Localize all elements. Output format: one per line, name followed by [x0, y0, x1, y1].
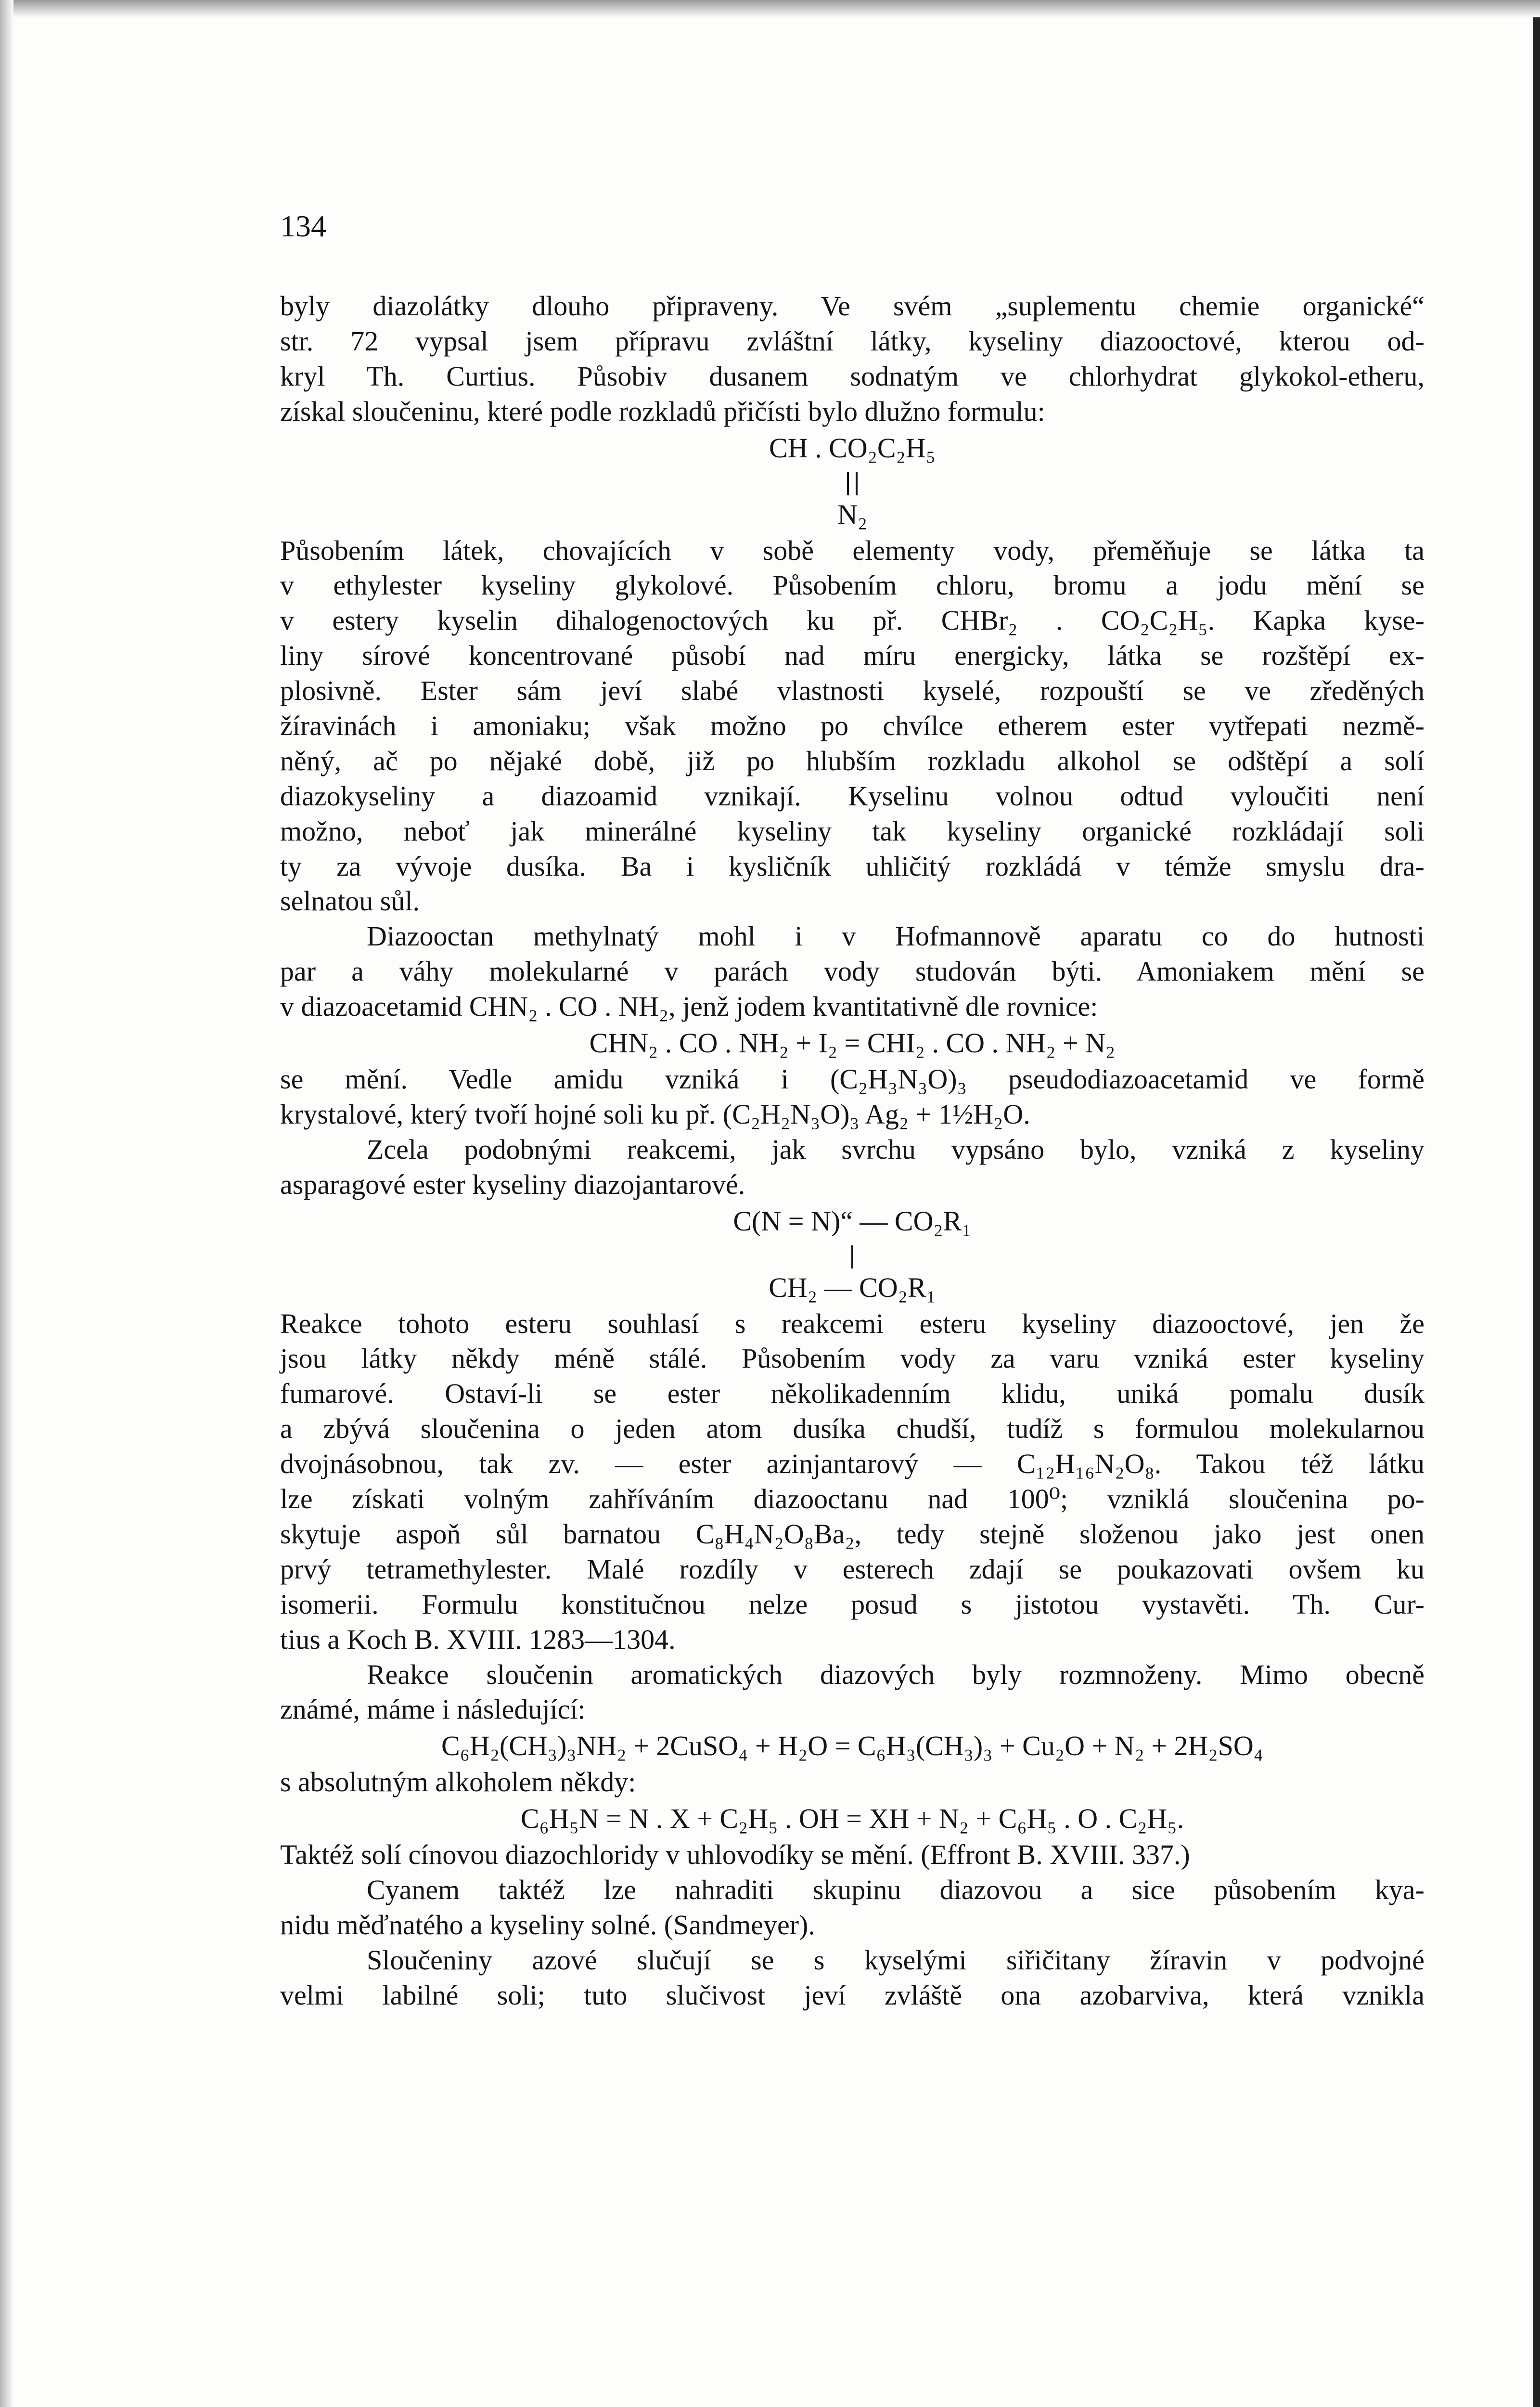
text-line: Působením látek, chovajících v sobě elementy vody, přeměňuje se látka ta [280, 534, 1424, 566]
text-line: prvý tetramethylester. Malé rozdíly v esterech zdají se poukazovati ovšem ku [280, 1553, 1424, 1585]
single-bond-icon [851, 1245, 853, 1268]
text-line: něný, ač po nějaké době, již po hlubším rozkladu alkohol se odštěpí a solí [280, 745, 1424, 776]
text-line: byly diazolátky dlouho připraveny. Ve svém „suplementu chemie organické“ [280, 290, 1424, 322]
text-line: par a váhy molekularné v parách vody studován býti. Amoniakem mění se [280, 956, 1424, 987]
equation-line: C₆H₂(CH₃)₃NH₂ + 2CuSO₄ + H₂O = C₆H₃(CH₃)₃ + Cu₂O + N₂ + 2H₂SO₄ [441, 1730, 1263, 1762]
text-line: nidu měďnatého a kyseliny solné. (Sandmeyer). [280, 1909, 815, 1941]
text-line: v diazoacetamid CHN₂ . CO . NH₂, jenž jodem kvantitativně dle rovnice: [280, 991, 1098, 1022]
text-line: ty za vývoje dusíka. Ba i kysličník uhličitý rozkládá v témže smyslu dra- [280, 850, 1424, 882]
text-line: skytuje aspoň sůl barnatou C₈H₄N₂O₈Ba₂, tedy stejně složenou jako jest onen [280, 1518, 1424, 1550]
text-line: asparagové ester kyseliny diazojantarové. [280, 1168, 745, 1200]
structural-formula-line: CH . CO₂C₂H₅ [769, 432, 936, 464]
text-line: selnatou sůl. [280, 885, 420, 917]
equation-line: C₆H₅N = N . X + C₂H₅ . OH = XH + N₂ + C₆H₅ . O . C₂H₅. [520, 1803, 1184, 1835]
double-bond-icon [847, 472, 858, 495]
text-line: str. 72 vypsal jsem přípravu zvláštní látky, kyseliny diazooctové, kterou od- [280, 325, 1424, 357]
text-line: velmi labilné soli; tuto slučivost jeví zvláště ona azobarviva, která vznikla [280, 1979, 1424, 2011]
text-line: Reakce sloučenin aromatických diazových byly rozmnoženy. Mimo obecně [367, 1658, 1424, 1690]
text-line: liny sírové koncentrované působí nad míru energicky, látka se rozštěpí ex- [280, 640, 1424, 672]
text-line: známé, máme i následující: [280, 1694, 586, 1725]
text-line: Cyanem taktéž lze nahraditi skupinu diazovou a sice působením kya- [367, 1874, 1424, 1906]
text-line: v estery kyselin dihalogenoctových ku př. CHBr₂ . CO₂C₂H₅. Kapka kyse- [280, 605, 1424, 636]
text-line: tius a Koch B. XVIII. 1283—1304. [280, 1623, 676, 1655]
text-line: dvojnásobnou, tak zv. — ester azinjantarový — C₁₂H₁₆N₂O₈. Takou též látku [280, 1448, 1424, 1480]
text-line: Zcela podobnými reakcemi, jak svrchu vypsáno bylo, vzniká z kyseliny [367, 1133, 1424, 1165]
text-line: získal sloučeninu, které podle rozkladů přičísti bylo dlužno formulu: [280, 395, 1045, 427]
text-line: kryl Th. Curtius. Působiv dusanem sodnatým ve chlorhydrat glykokol-etheru, [280, 360, 1424, 392]
text-line: a zbývá sloučenina o jeden atom dusíka chudší, tudíž s formulou molekularnou [280, 1413, 1424, 1445]
text-line: Taktéž solí cínovou diazochloridy v uhlovodíky se mění. (Effront B. XVIII. 337.) [280, 1839, 1190, 1871]
text-line: se mění. Vedle amidu vzniká i (C₂H₃N₃O)₃ pseudodiazoacetamid ve formě [280, 1063, 1424, 1095]
text-line: fumarové. Ostaví-li se ester několikadenním klidu, uniká pomalu dusík [280, 1378, 1424, 1410]
single-bond-mark [280, 1240, 1424, 1269]
page-text [280, 289, 1424, 2013]
text-line: krystalové, který tvoří hojné soli ku př. (C₂H₂N₃O)₃ Ag₂ + 1½H₂O. [280, 1098, 1030, 1130]
text-line: s absolutným alkoholem někdy: [280, 1766, 636, 1798]
text-line: v ethylester kyseliny glykolové. Působením chloru, bromu a jodu mění se [280, 569, 1424, 601]
text-line: Reakce tohoto esteru souhlasí s reakcemi esteru kyseliny diazooctové, jen že [280, 1307, 1424, 1339]
structural-formula-line: N₂ [837, 498, 868, 530]
page-number: 134 [280, 209, 326, 243]
text-line: Sloučeniny azové slučují se s kyselými siřičitany žíravin v podvojné [367, 1944, 1424, 1976]
scan-edge-left [0, 0, 13, 2407]
structural-formula-line: C(N = N)“ — CO₂R₁ [733, 1205, 972, 1237]
text-line: isomerii. Formulu konstitučnou nelze posud s jistotou vystavěti. Th. Cur- [280, 1588, 1424, 1620]
text-line: plosivně. Ester sám jeví slabé vlastnosti kyselé, rozpouští se ve zředěných [280, 675, 1424, 707]
scan-edge-top [0, 0, 1540, 17]
equation-line: CHN₂ . CO . NH₂ + I₂ = CHI₂ . CO . NH₂ + N₂ [589, 1027, 1116, 1059]
text-line: žíravinách i amoniaku; však možno po chvílce etherem ester vytřepati nezmě- [280, 710, 1424, 742]
double-bond-mark [280, 467, 1424, 496]
text-line: jsou látky někdy méně stálé. Působením vody za varu vzniká ester kyseliny [280, 1343, 1424, 1374]
text-line: lze získati volným zahříváním diazooctanu nad 100⁰; vzniklá sloučenina po- [280, 1483, 1424, 1515]
text-line: možno, neboť jak minerálné kyseliny tak kyseliny organické rozkládají soli [280, 815, 1424, 847]
structural-formula-line: CH₂ — CO₂R₁ [769, 1271, 936, 1303]
text-line: diazokyseliny a diazoamid vznikají. Kyselinu volnou odtud vyloučiti není [280, 780, 1424, 812]
text-line: Diazooctan methylnatý mohl i v Hofmannově aparatu co do hutnosti [367, 920, 1424, 952]
